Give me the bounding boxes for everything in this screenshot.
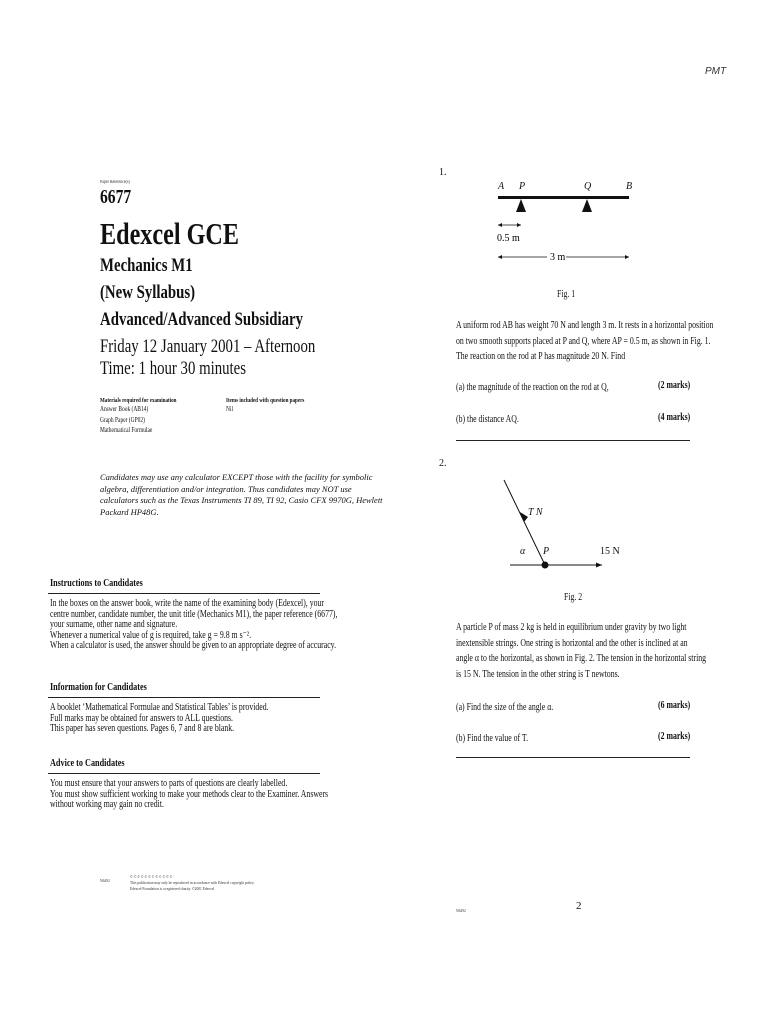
q1-part-a-marks: (2 marks) [658, 380, 691, 391]
paper-code: 6677 [100, 186, 132, 208]
level-label: Advanced/Advanced Subsidiary [100, 309, 304, 330]
question-1-text [456, 318, 768, 365]
advice-heading: Advice to Candidates [50, 758, 125, 769]
materials-list [100, 404, 198, 436]
q1-end-rule [456, 440, 690, 441]
q1-part-b: (b) the distance AQ. [456, 414, 519, 425]
q1-text-line: The reaction on the rod at P has magnitude 20 N. Find [456, 351, 626, 363]
fig1-rod [498, 196, 629, 199]
fig2-force-arrow [596, 563, 602, 568]
instructions-line: Whenever a numerical value of g is required, take g = 9.8 m s⁻². [50, 629, 252, 641]
calculator-note: Candidates may use any calculator EXCEPT those with the facility for symbolic algebra, differentiation and/or integration. Thus candidates may NOT use calculators such as the Texas Instruments TI 89, TI 92, Casio CFX 9970G, Hewlett Packard HP48G. [100, 472, 383, 517]
q1-part-a: (a) the magnitude of the reaction on the rod at Q, [456, 382, 609, 393]
question-2-number: 2. [439, 458, 447, 469]
items-block [226, 397, 326, 415]
fig1-dim-large-label: 3 m [550, 252, 566, 263]
q2-part-b: (b) Find the value of T. [456, 733, 529, 744]
unit-title: Mechanics M1 [100, 255, 193, 276]
q2-text-line: is 15 N. The tension in the other string is T newtons. [456, 668, 620, 680]
q2-part-a-marks: (6 marks) [658, 700, 691, 711]
fig2-angle-label: α [520, 546, 526, 557]
imprint-line: This publication may only be reproduced in accordance with Edexcel copyright policy. [130, 880, 255, 885]
fig1-dim-small-arrow-right [517, 223, 521, 227]
materials-block [100, 397, 198, 436]
advice-rule [48, 773, 320, 774]
advice-line: You must ensure that your answers to parts of questions are clearly labelled. [50, 778, 288, 789]
fig1-label-p: P [519, 181, 526, 192]
fig1-label-a: A [498, 181, 505, 192]
instructions-line: your surname, other name and signature. [50, 619, 178, 631]
page-number: 2 [576, 900, 582, 912]
q1-part-b-marks: (4 marks) [658, 412, 691, 423]
fig1-dim-small-label: 0.5 m [497, 233, 520, 244]
fig2-tension-label: T N [528, 507, 543, 518]
syllabus-label: (New Syllabus) [100, 282, 196, 303]
imprint-line: Edexcel Foundation is a registered charity. ©2001 Edexcel [130, 886, 215, 891]
instructions-line: In the boxes on the answer book, write the name of the examining body (Edexcel), your [50, 598, 325, 609]
materials-heading: Materials required for examination [100, 397, 177, 404]
q2-part-a: (a) Find the size of the angle α. [456, 702, 554, 713]
question-1-number: 1. [439, 167, 447, 178]
items-list: Nil [226, 405, 233, 413]
fig1-dim-large-arrow-right [625, 255, 629, 259]
information-body [50, 703, 410, 735]
q2-text-line: inextensible strings. One string is horizontal and the other is inclined at an [456, 637, 688, 649]
fig2-particle [542, 562, 549, 569]
q2-end-rule [456, 757, 690, 758]
information-heading: Information for Candidates [50, 682, 147, 693]
exam-time: Time: 1 hour 30 minutes [100, 358, 247, 379]
figure-1-caption: Fig. 1 [557, 289, 576, 300]
q1-text-line: A uniform rod AB has weight 70 N and length 3 m. It rests in a horizontal position [456, 320, 714, 331]
fig1-label-q: Q [584, 181, 592, 192]
information-rule [48, 697, 320, 698]
materials-item: Graph Paper (GP02) [100, 415, 145, 424]
fig1-label-b: B [626, 181, 633, 192]
imprint-line: © © © © © © © © © © © © [130, 874, 173, 879]
fig1-dim-small-arrow-left [498, 223, 502, 227]
advice-line: without working may gain no credit. [50, 799, 164, 811]
figure-1-diagram [480, 175, 650, 265]
fig1-support-q [582, 199, 592, 212]
figure-2-caption: Fig. 2 [564, 592, 583, 603]
q2-text-line: angle α to the horizontal, as shown in Fig. 2. The tension in the horizontal string [456, 653, 707, 665]
instructions-heading: Instructions to Candidates [50, 578, 143, 589]
exam-date: Friday 12 January 2001 – Afternoon [100, 336, 316, 357]
q1-text-line: on two smooth supports placed at P and Q, where AP = 0.5 m, as shown in Fig. 1. [456, 335, 711, 347]
instructions-line: centre number, candidate number, the unit title (Mechanics M1), the paper reference (6677), [50, 608, 338, 620]
figure-2-diagram [490, 470, 640, 580]
instructions-line: When a calculator is used, the answer should be given to an appropriate degree of accuracy. [50, 640, 337, 652]
question-2-text [456, 620, 768, 682]
footer-code-right: N6492 [456, 908, 466, 913]
information-line: Full marks may be obtained for answers to ALL questions. [50, 712, 233, 724]
instructions-rule [48, 593, 320, 594]
q2-text-line: A particle P of mass 2 kg is held in equilibrium under gravity by two light [456, 622, 687, 633]
fig1-dim-large-arrow-left [498, 255, 502, 259]
information-line: This paper has seven questions. Pages 6, 7 and 8 are blank. [50, 723, 235, 735]
footer-code-left: N6492 [100, 878, 110, 883]
fig2-point-label: P [543, 546, 550, 557]
fig1-support-p [516, 199, 526, 212]
advice-body [50, 779, 410, 811]
paper-reference-label: Paper Reference(s) [100, 180, 130, 185]
information-line: A booklet ‘Mathematical Formulae and Statistical Tables’ is provided. [50, 702, 269, 713]
items-heading: Items included with question papers [226, 397, 305, 404]
exam-board-title: Edexcel GCE [100, 216, 240, 251]
footer-imprint [130, 874, 290, 892]
fig2-force-label: 15 N [600, 546, 620, 557]
materials-item: Answer Book (AB14) [100, 405, 149, 413]
header-mark: PMT [705, 66, 727, 77]
fig2-tension-arrow [520, 512, 528, 522]
instructions-body [50, 599, 410, 652]
advice-line: You must show sufficient working to make your methods clear to the Examiner. Answers [50, 788, 329, 800]
q2-part-b-marks: (2 marks) [658, 731, 691, 742]
materials-item: Mathematical Formulae [100, 426, 153, 434]
